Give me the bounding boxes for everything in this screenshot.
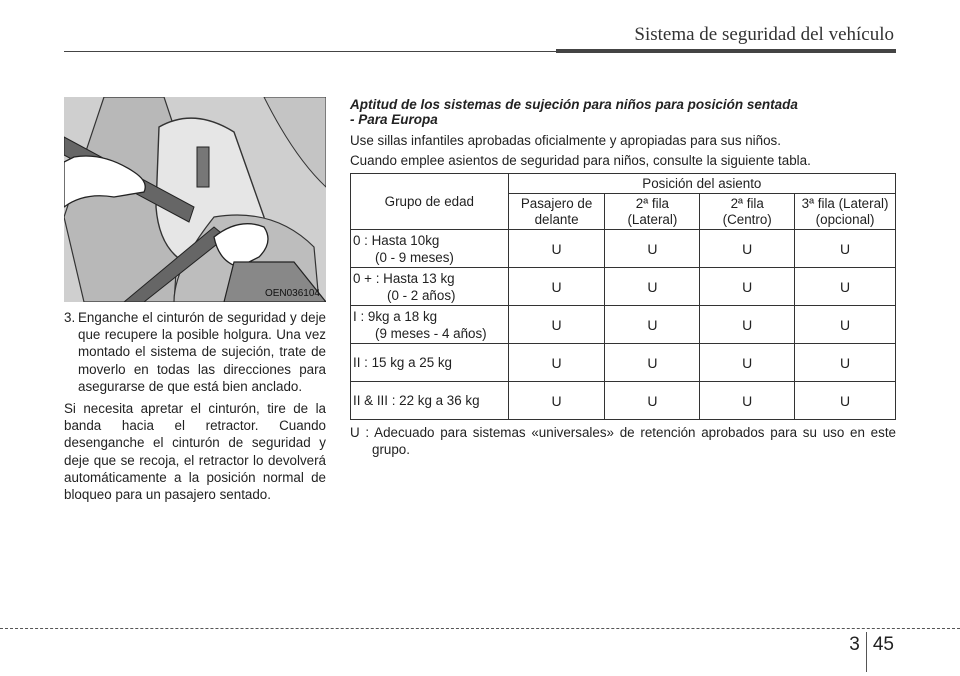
group-header: Grupo de edad	[351, 174, 509, 230]
value-cell: U	[605, 230, 700, 268]
value-cell: U	[795, 230, 896, 268]
table-row	[351, 344, 896, 382]
value-cell: U	[700, 268, 795, 306]
value-cell: U	[605, 344, 700, 382]
table-row	[351, 268, 896, 306]
column-header: 2ª fila (Lateral)	[605, 194, 700, 230]
group-cell: II : 15 kg a 25 kg	[351, 344, 509, 382]
footnote-text: U : Adecuado para sistemas «universales» de retención aprobados para su uso en este grupo.	[350, 425, 896, 457]
section-title	[350, 97, 896, 127]
header-rule-thick	[556, 49, 896, 53]
value-cell: U	[508, 306, 605, 344]
page-header-title: Sistema de seguridad del vehículo	[634, 24, 894, 45]
header-rule	[64, 51, 564, 52]
value-cell: U	[605, 306, 700, 344]
section-title-line1: Aptitud de los sistemas de sujeción para niños para posición sentada	[350, 97, 798, 112]
group-cell: I : 9kg a 18 kg (9 meses - 4 años)	[351, 306, 509, 344]
intro-paragraph-2: Cuando emplee asientos de seguridad para niños, consulte la siguiente tabla.	[350, 153, 811, 168]
group-cell: 0 + : Hasta 13 kg (0 - 2 años)	[351, 268, 509, 306]
value-cell: U	[605, 382, 700, 420]
figure-code: OEN036104	[264, 288, 320, 299]
section-title-line2: - Para Europa	[350, 112, 438, 127]
seat-suitability-table	[350, 173, 896, 420]
position-header: Posición del asiento	[508, 174, 895, 194]
chapter-number: 3	[849, 634, 860, 655]
left-column-text	[64, 309, 326, 508]
group-cell: 0 : Hasta 10kg (0 - 9 meses)	[351, 230, 509, 268]
table-row	[351, 230, 896, 268]
page-number-value: 45	[872, 634, 894, 655]
right-column	[350, 97, 896, 172]
value-cell: U	[508, 344, 605, 382]
column-header: 3ª fila (Lateral) (opcional)	[795, 194, 896, 230]
value-cell: U	[508, 230, 605, 268]
value-cell: U	[700, 230, 795, 268]
car-seat-illustration	[64, 97, 326, 302]
value-cell: U	[795, 306, 896, 344]
value-cell: U	[605, 268, 700, 306]
body-paragraph: Si necesita apretar el cinturón, tire de la banda hacia el retractor. Cuando desenganche el cinturón de seguridad y deje que se recoja, el retractor lo devolverá automáticamente a la posición normal de bloqueo para un pasajero sentado.	[64, 401, 326, 503]
table-row	[351, 306, 896, 344]
page-separator	[866, 632, 867, 672]
value-cell: U	[700, 344, 795, 382]
footer-rule	[0, 628, 960, 629]
column-header: 2ª fila (Centro)	[700, 194, 795, 230]
table-footnote	[350, 424, 896, 458]
value-cell: U	[508, 382, 605, 420]
value-cell: U	[508, 268, 605, 306]
step-3	[64, 309, 326, 395]
step-text: Enganche el cinturón de seguridad y deje que recupere la posible holgura. Una vez montado el sistema de sujeción, trate de moverlo en todas las direcciones para asegurarse de que está bien anclado.	[78, 310, 326, 394]
value-cell: U	[795, 382, 896, 420]
value-cell: U	[700, 306, 795, 344]
column-header: Pasajero de delante	[508, 194, 605, 230]
intro-paragraph-1: Use sillas infantiles aprobadas oficialmente y apropiadas para sus niños.	[350, 133, 781, 148]
value-cell: U	[700, 382, 795, 420]
table-row	[351, 382, 896, 420]
value-cell: U	[795, 268, 896, 306]
page-number	[849, 634, 894, 674]
value-cell: U	[795, 344, 896, 382]
group-cell: II & III : 22 kg a 36 kg	[351, 382, 509, 420]
step-number: 3.	[64, 310, 76, 325]
